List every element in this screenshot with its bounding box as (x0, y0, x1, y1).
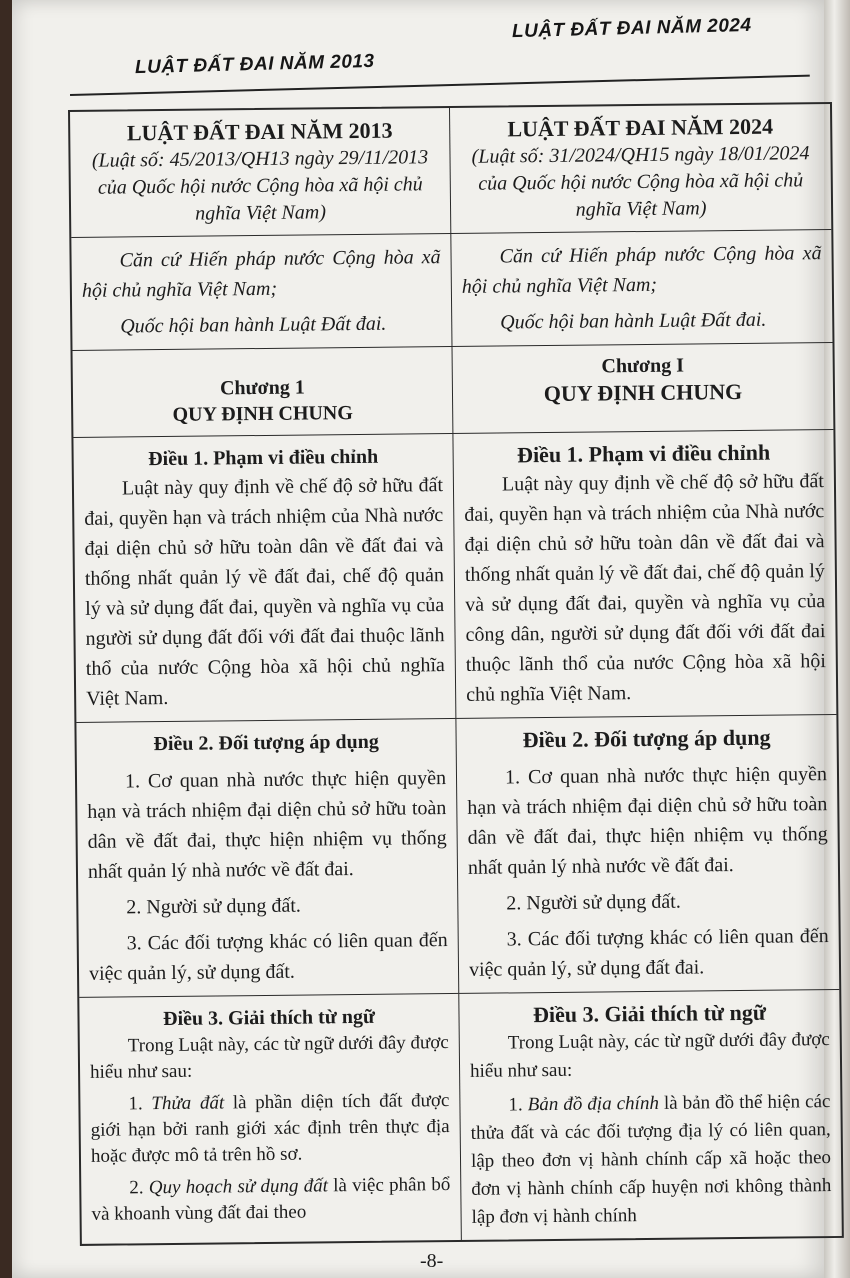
right-article-1-cell (453, 430, 836, 718)
running-header-left: LUẬT ĐẤT ĐAI NĂM 2013 (134, 50, 375, 79)
left-article-1-title: Điều 1. Phạm vi điều chỉnh (148, 445, 379, 471)
right-article-2-item-1: 1. Cơ quan nhà nước thực hiện quyền hạn và trách nhiệm đại diện chủ sở hữu toàn dân về đất đai, thực hiện nhiệm vụ thống nhất quản lý nhà nước về đất đai. (467, 763, 828, 879)
left-article-2-item-3: 3. Các đối tượng khác có liên quan đến việc quản lý, sử dụng đất. (88, 929, 448, 985)
right-article-1-text: Luật này quy định về chế độ sở hữu đất đai, quyền hạn và trách nhiệm của Nhà nước đại diện chủ sở hữu toàn dân về đất đai và thống nhất quản lý về đất đai, chế độ quản lý và sử dụng đất đai, quyền và nghĩa vụ của công dân, người sử dụng đất đối với đất đai thuộc lãnh thổ của nước Cộng hòa xã hội chủ nghĩa Việt Nam. (464, 470, 826, 706)
left-chapter-cell (73, 347, 454, 437)
right-article-3-item-1-num: 1. (508, 1094, 528, 1116)
left-chapter-title: QUY ĐỊNH CHUNG (172, 402, 353, 426)
left-article-3-item-2 (91, 1172, 451, 1228)
table-row-preamble (71, 229, 832, 350)
right-article-2-title: Điều 2. Đối tượng áp dụng (522, 724, 771, 753)
right-chapter-number: Chương I (601, 354, 685, 378)
right-article-3-cell (459, 990, 842, 1240)
left-article-3-title: Điều 3. Giải thích từ ngữ (163, 1005, 376, 1031)
left-article-3-item-1-num: 1. (128, 1093, 152, 1115)
left-article-2-title: Điều 2. Đối tượng áp dụng (153, 730, 379, 756)
right-law-title: LUẬT ĐẤT ĐAI NĂM 2024 (507, 113, 774, 142)
left-preamble-basis: Căn cứ Hiến pháp nước Cộng hòa xã hội chủ nghĩa Việt Nam; (81, 246, 441, 302)
right-article-3-title: Điều 3. Giải thích từ ngữ (532, 999, 767, 1028)
right-article-2-item-3: 3. Các đối tượng khác có liên quan đến việc quản lý, sử dụng đất đai. (468, 925, 829, 981)
left-preamble-enact: Quốc hội ban hành Luật Đất đai. (120, 312, 387, 338)
right-article-1-title: Điều 1. Phạm vi điều chỉnh (516, 439, 771, 468)
right-article-3-item-1-term: Bản đồ địa chính (527, 1092, 660, 1116)
left-article-2-item-2: 2. Người sử dụng đất. (126, 894, 301, 919)
right-preamble-enact: Quốc hội ban hành Luật Đất đai. (500, 308, 767, 334)
right-article-2-item-2: 2. Người sử dụng đất. (506, 890, 681, 915)
left-article-3-item-1-term: Thửa đất (151, 1092, 225, 1115)
right-article-2-cell (456, 715, 839, 993)
left-article-1-text: Luật này quy định về chế độ sở hữu đất đai, quyền hạn và trách nhiệm của Nhà nước đại diện chủ sở hữu toàn dân về đất đai và thống nhất quản lý về đất đai, chế độ quản lý và sử dụng đất đai, quyền và nghĩa vụ của người sử dụng đất đối với đất đai thuộc lãnh thổ của nước Cộng hòa xã hội chủ nghĩa Việt Nam. (84, 474, 445, 710)
right-article-3-item-1-def: là bản đồ thể hiện các thửa đất và các đối tượng địa lý có liên quan, lập theo đơn vị hành chính cấp xã hoặc theo đơn vị hành chính cấp huyện nơi không thành lập đơn vị hành chính (470, 1091, 832, 1228)
comparison-table (68, 102, 844, 1246)
right-title-cell (450, 104, 831, 233)
right-preamble-cell (451, 230, 832, 346)
table-row-titles (70, 104, 831, 237)
left-law-subtitle: (Luật số: 45/2013/QH13 ngày 29/11/2013 của Quốc hội nước Cộng hòa xã hội chủ nghĩa Việt Nam) (91, 146, 429, 225)
left-article-2-cell (76, 719, 459, 997)
right-preamble-basis: Căn cứ Hiến pháp nước Cộng hòa xã hội chủ nghĩa Việt Nam; (461, 242, 822, 298)
table-row-chapter (73, 342, 834, 437)
left-article-3-item-1-def: là phần diện tích đất được giới hạn bởi ranh giới xác định trên thực địa hoặc được mô tả trên hồ sơ. (90, 1090, 450, 1167)
left-article-1-cell (73, 434, 456, 722)
right-law-subtitle: (Luật số: 31/2024/QH15 ngày 18/01/2024 của Quốc hội nước Cộng hòa xã hội chủ nghĩa Việt Nam) (471, 142, 810, 221)
left-title-cell (70, 108, 451, 237)
right-chapter-title: QUY ĐỊNH CHUNG (543, 378, 743, 407)
left-article-3-item-1 (90, 1088, 450, 1170)
running-header-right: LUẬT ĐẤT ĐAI NĂM 2024 (511, 14, 752, 43)
table-row-article-3 (79, 989, 842, 1244)
table-row-article-1 (73, 429, 836, 722)
right-chapter-cell (453, 343, 834, 433)
left-chapter-number: Chương 1 (219, 376, 305, 400)
table-row-article-2 (76, 714, 839, 997)
left-article-3-cell (79, 994, 462, 1244)
page-number: -8- (420, 1250, 444, 1272)
left-article-3-intro: Trong Luật này, các từ ngữ dưới đây được hiểu như sau: (89, 1032, 449, 1083)
left-law-title: LUẬT ĐẤT ĐAI NĂM 2013 (126, 117, 393, 146)
left-preamble-cell (71, 234, 452, 350)
right-article-3-item-1 (470, 1088, 831, 1232)
left-article-3-item-2-def: là việc phân bổ và khoanh vùng đất đai theo (91, 1174, 451, 1225)
left-article-3-item-2-num: 2. (129, 1177, 149, 1199)
left-article-2-item-1: 1. Cơ quan nhà nước thực hiện quyền hạn và trách nhiệm đại diện chủ sở hữu toàn dân về đất đai, thực hiện nhiệm vụ thống nhất quản lý nhà nước về đất đai. (87, 767, 447, 883)
left-article-3-item-2-term: Quy hoạch sử dụng đất (148, 1175, 329, 1199)
right-article-3-intro: Trong Luật này, các từ ngữ dưới đây được hiểu như sau: (469, 1029, 830, 1082)
